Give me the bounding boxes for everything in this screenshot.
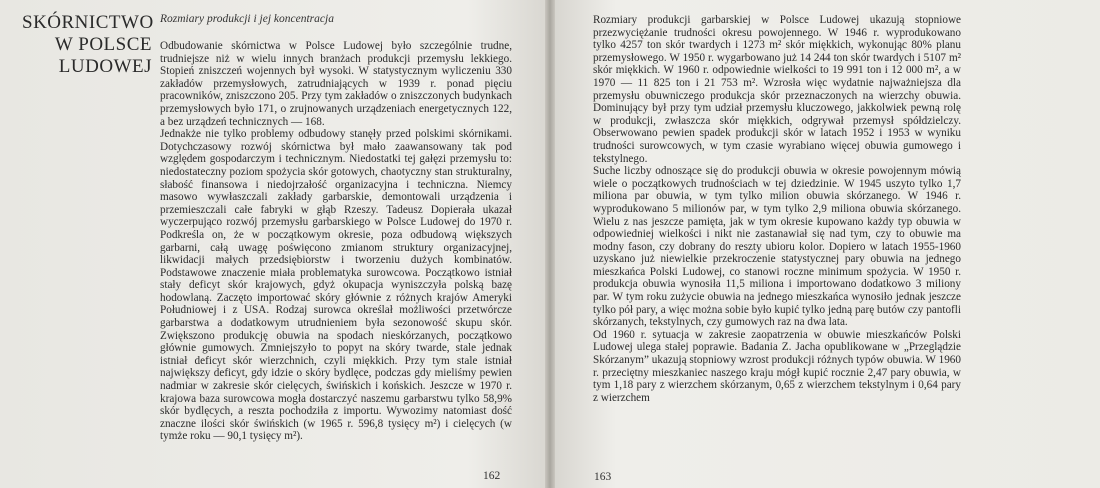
paragraph: Jednakże nie tylko problemy odbudowy stanęły przed polskimi skórnikami. Dotychczasowy rozwój skórnictwa był mało zaawansowany tak pod względem gospodarczym i technicznym. Niedostatki tej gałęzi przemysłu to: niedostateczny poziom spożycia skór gotowych, chaotyczny stan strukturalny, słabość finansowa i niedojrzałość organizacyjna i techniczna. Niemcy masowo wywłaszczali zakłady garbarskie, demontowali urządzenia i przemieszczali całe fabryki w głąb Rzeszy. Tadeusz Dopierała ukazał wyczerpująco rozwój przemysłu garbarskiego w Polsce Ludowej do 1970 r. Podkreśla on, że w początkowym okresie, poza odbudową większych garbarni, całą uwagę poświęcono zmianom struktury organizacyjnej, likwidacji małych przedsiębiorstw i tworzeniu dużych kombinatów. Podstawowe znaczenie miała problematyka surowcowa. Początkowo istniał stały deficyt skór krajowych, gdyż okupacja wyniszczyła polską bazę hodowlaną. Zaczęto importować skóry głównie z różnych krajów Ameryki Południowej i z USA. Rodzaj surowca określał możliwości przetwórcze garbarstwa a dodatkowym utrudnieniem była sezonowość skupu skór. Zwiększono produkcję obuwia na spodach nieskórzanych, początkowo głównie gumowych. Zmniejszyło to popyt na skóry twarde, stale jednak istniał deficyt skór wierzchnich, czyli miękkich. Przy tym stale istniał największy deficyt, gdy idzie o skóry bydlęce, podczas gdy mieliśmy pewien nadmiar w zakresie skór cielęcych, świńskich i końskich. Jeszcze w 1970 r. krajowa baza surowcowa mogła dostarczyć naszemu garbarstwu tylko 58,9% skór bydlęcych, a reszta pochodziła z importu. Wywozimy natomiast dość znaczne ilości skór świńskich (w 1965 r. 596,8 tysięcy m²) i cielęcych (w tymże roku — 90,1 tysięcy m²).: [160, 128, 512, 443]
book-gutter: [545, 0, 555, 488]
side-title-line: SKÓRNICTWO: [22, 12, 154, 33]
side-title-line: W POLSCE: [54, 34, 152, 55]
left-body-text: [160, 40, 512, 443]
page-number: 163: [594, 471, 612, 483]
paragraph: Suche liczby odnoszące się do produkcji obuwia w okresie powojennym mówią wiele o początkowych trudnościach w tej dziedzinie. W 1945 uszyto tylko 1,7 miliona par obuwia, w tym tylko milion obuwia skórzanego. W 1946 r. wyprodukowano 5 milionów par, w tym tylko 2,9 miliona obuwia skórzanego. Wielu z nas jeszcze pamięta, jak w tym okresie kupowano każdy typ obuwia w odpowiedniej wielkości i nikt nie zastanawiał się nad tym, czy to obuwie ma modny fason, czy dobrany do reszty ubioru kolor. Dopiero w latach 1955-1960 uzyskano już niewielkie przekroczenie statystycznej pary obuwia na jednego mieszkańca Polski Ludowej, co stanowi roczne minimum spożycia. W 1950 r. produkcja obuwia wynosiła 11,5 miliona i importowano dodatkowo 3 miliony par. W tym roku zużycie obuwia na jednego mieszkańca wynosiło jednak jeszcze tylko pół pary, a więc można sobie było kupić tylko jedną parę butów czy pantofli skórzanych, tekstylnych, czy gumowych raz na dwa lata.: [593, 165, 961, 329]
section-subtitle: Rozmiary produkcji i jej koncentracja: [160, 13, 334, 25]
paragraph: Rozmiary produkcji garbarskiej w Polsce Ludowej ukazują stopniowe przezwyciężanie trudności okresu powojennego. W 1946 r. wyprodukowano tylko 4257 ton skór twardych i 1273 m² skór miękkich, wykonując 80% planu przemysłowego. W 1950 r. wygarbowano już 14 244 ton skór twardych i 5107 m² skór miękkich. W 1960 r. odpowiednie wielkości to 19 991 ton i 12 000 m², a w 1970 — 11 825 ton i 21 753 m². Wzrosła więc wydatnie najważniejsza dla przemysłu obuwniczego produkcja skór przeznaczonych na wierzchy obuwia. Dominujący był przy tym udział przemysłu kluczowego, jakkolwiek pewną rolę w produkcji, zwłaszcza skór miękkich, odgrywał przemysł spółdzielczy. Obserwowano pewien spadek produkcji skór w latach 1952 i 1953 w wyniku trudności surowcowych, w tym czasie wyrabiano więcej obuwia gumowego i tekstylnego.: [593, 14, 961, 165]
paragraph: Od 1960 r. sytuacja w zakresie zaopatrzenia w obuwie mieszkańców Polski Ludowej ulega stałej poprawie. Badania Z. Jacha opublikowane w „Przeglądzie Skórzanym” ukazują stopniowy wzrost produkcji różnych typów obuwia. W 1960 r. przeciętny mieszkaniec naszego kraju mógł kupić rocznie 2,47 pary obuwia, w tym 1,18 pary z wierzchem skórzanym, 0,65 z wierzchem tekstylnym i 0,64 pary z wierzchem: [593, 328, 961, 404]
paragraph: Odbudowanie skórnictwa w Polsce Ludowej było szczególnie trudne, trudniejsze niż w wielu innych branżach produkcji przemysłu lekkiego. Stopień zniszczeń wojennych był wysoki. W statystycznym wyliczeniu 330 zakładów przemysłowych, zatrudniających w 1939 r. ponad pięciu pracowników, zniszczono 205. Przy tym zakładów o zniszczonych budynkach przemysłowych było 171, o zrujnowanych urządzeniach energetycznych 122, a bez urządzeń technicznych — 168.: [160, 40, 512, 128]
side-title-line: LUDOWEJ: [58, 56, 152, 77]
right-body-text: [593, 14, 961, 404]
right-page: [550, 0, 1100, 488]
page-number: 162: [483, 470, 501, 482]
chapter-side-title: [22, 12, 152, 78]
